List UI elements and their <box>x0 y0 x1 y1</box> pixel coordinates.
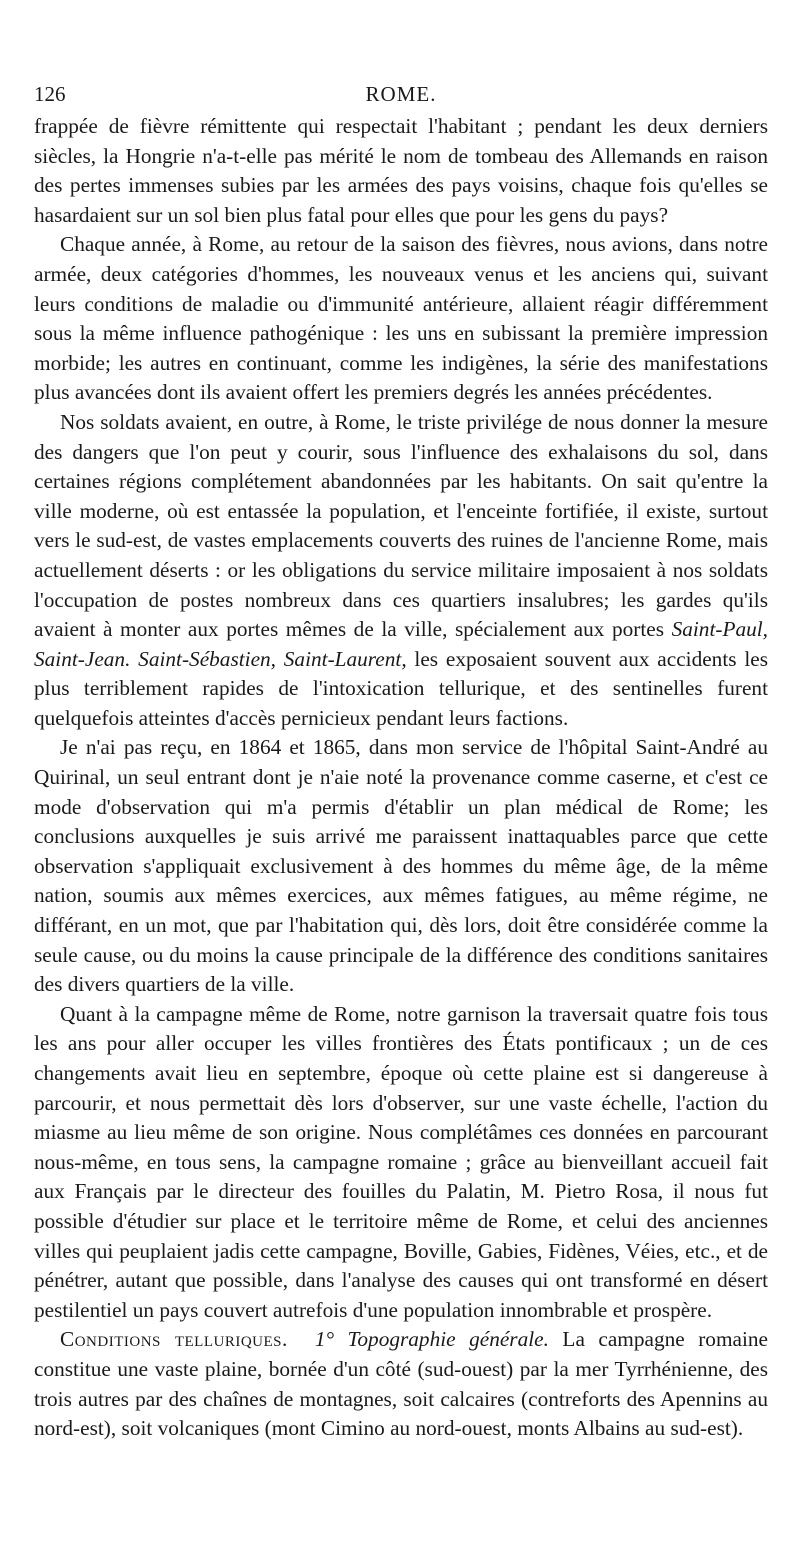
book-page <box>34 82 768 1444</box>
paragraph-text: les exposaient souvent aux accidents les plus terriblement rapides de l'intoxication tellurique, et des sentinelles furent quelquefois atteintes d'accès pernicieux pendant leurs factions. <box>34 646 768 730</box>
paragraph <box>34 733 768 999</box>
paragraph <box>34 1000 768 1326</box>
paragraph-text: La campagne romaine constitue une vaste plaine, bornée d'un côté (sud-ouest) par la mer Tyrrhénienne, des trois autres par des chaînes de montagnes, soit calcaires (contreforts des Apennins au nord-est), soit volcaniques (mont Cimino au nord-ouest, monts Albains au sud-est). <box>34 1327 768 1441</box>
page-number: 126 <box>34 82 66 106</box>
paragraph-text: Quant à la campagne même de Rome, notre garnison la traversait quatre fois tous les ans pour aller occuper les villes frontières des États pontificaux ; un de ces changements avait lieu en septembre, époque où cette plaine est si dangereuse à parcourir, et nous permettait dès lors d'observer, sur une vaste échelle, l'action du miasme au lieu même de son origine. Nous complétâmes ces données en parcourant nous-même, en tous sens, la campagne romaine ; grâce au bienveillant accueil fait aux Français par le directeur des fouilles du Palatin, M. Pietro Rosa, il nous fut possible d'étudier sur place et le territoire même de Rome, et celui des anciennes villes qui peuplaient jadis cette campagne, Boville, Gabies, Fidènes, Véies, etc., et de pénétrer, autant que possible, dans l'analyse des causes qui ont transformé en désert pestilentiel un pays couvert autrefois d'une population innombrable et prospère. <box>34 1001 768 1322</box>
paragraph-text: Chaque année, à Rome, au retour de la saison des fièvres, nous avions, dans notre armée, deux catégories d'hommes, les nouveaux venus et les anciens qui, suivant leurs conditions de maladie ou d'immunité antérieure, allaient réagir différemment sous la même influence pathogénique : les uns en subissant la première impression morbide; les autres en continuant, comme les indigènes, la série des manifestations plus avancées dont ils avaient offert les premiers degrés les années précédentes. <box>34 232 768 405</box>
page-header <box>34 82 768 112</box>
section-paragraph <box>34 1325 768 1443</box>
section-heading: Conditions telluriques. <box>60 1327 288 1352</box>
paragraph <box>34 230 768 408</box>
paragraph-text: Nos soldats avaient, en outre, à Rome, le triste privilége de nous donner la mesure des dangers que l'on peut y courir, sous l'influence des exhalaisons du sol, dans certaines régions complétement abandonnées par les habitants. On sait qu'entre la ville moderne, où est entassée la population, et l'enceinte fortifiée, il existe, surtout vers le sud-est, de vastes emplacements couverts des ruines de l'ancienne Rome, mais actuellement déserts : or les obligations du service militaire imposaient à nos soldats l'occupation de postes nombreux dans ces quartiers insalubres; les gardes qu'ils avaient à monter aux portes mêmes de la ville, spécialement aux portes <box>34 409 768 642</box>
paragraph-text: Je n'ai pas reçu, en 1864 et 1865, dans mon service de l'hôpital Saint-André au Quirinal, un seul entrant dont je n'aie noté la provenance comme caserne, et c'est ce mode d'observation qui m'a permis d'établir un plan médical de Rome; les conclusions auxquelles je suis arrivé me paraissent inattaquables parce que cette observation s'appliquait exclusivement à des hommes du même âge, de la même nation, soumis aux mêmes exercices, aux mêmes fatigues, au même régime, ne différant, en un mot, que par l'habitation qui, dès lors, doit être considérée comme la seule cause, ou du moins la cause principale de la différence des conditions sanitaires des divers quartiers de la ville. <box>34 735 768 997</box>
paragraph-continued <box>34 112 768 230</box>
subsection-heading: 1° Topographie générale. <box>314 1327 549 1352</box>
paragraph <box>34 408 768 734</box>
gate-names-italic: Saint-Paul, Saint-Jean. Saint-Sébastien, Saint-Laurent, <box>34 617 768 671</box>
paragraph-text: frappée de fièvre rémittente qui respectait l'habitant ; pendant les deux derniers siècles, la Hongrie n'a-t-elle pas mérité le nom de tombeau des Allemands en raison des pertes immenses subies par les armées des pays voisins, chaque fois qu'elles se hasardaient sur un sol bien plus fatal pour elles que pour les gens du pays? <box>34 114 768 227</box>
running-title: ROME. <box>365 82 437 106</box>
body-text <box>34 112 768 1444</box>
